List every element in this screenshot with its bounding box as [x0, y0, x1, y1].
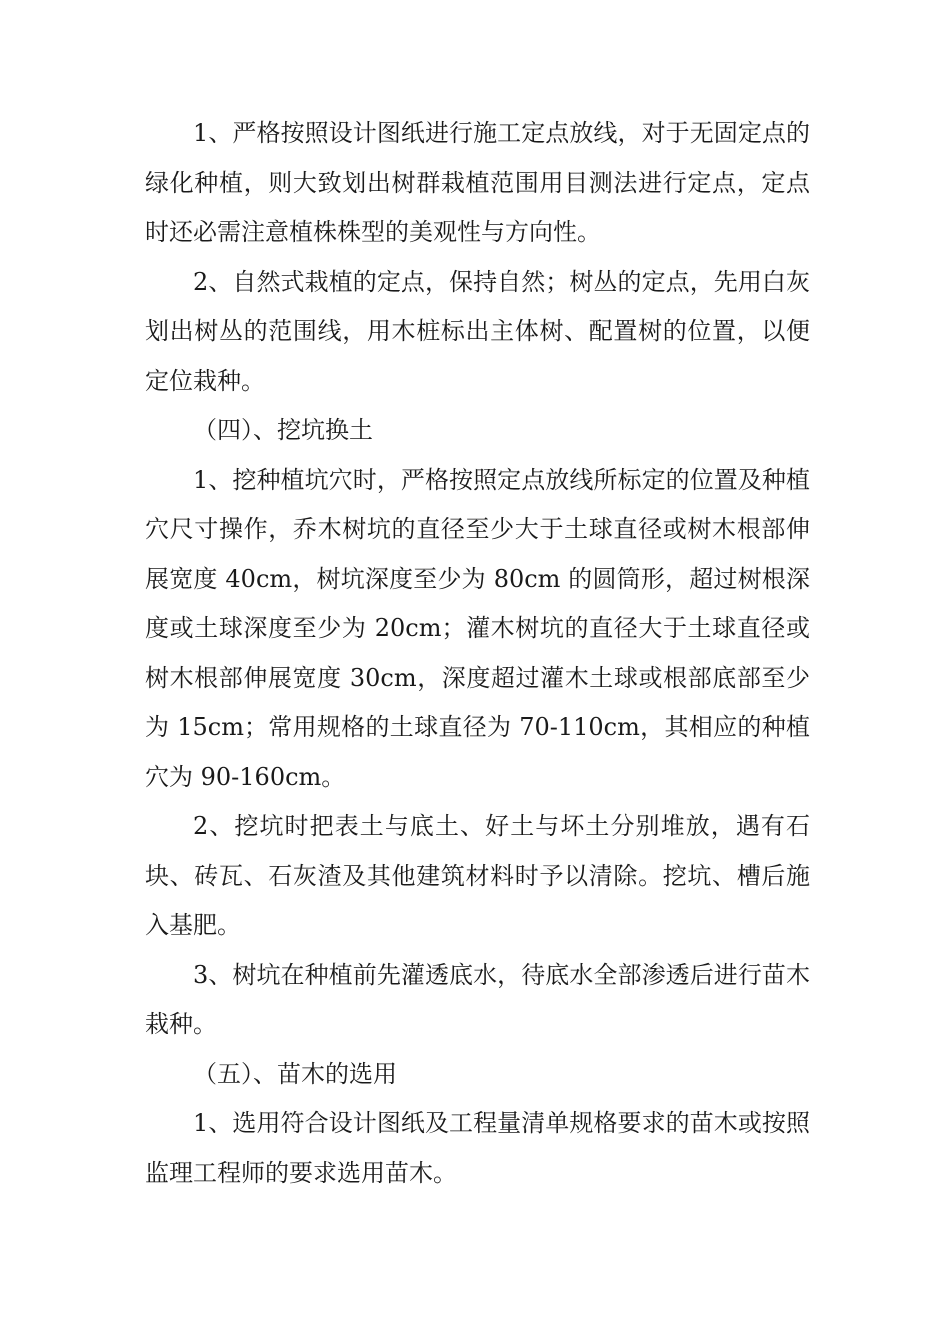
- paragraph-digging-1: 1、挖种植坑穴时，严格按照定点放线所标定的位置及种植穴尺寸操作，乔木树坑的直径至少大于土球直径或树木根部伸展宽度 40cm，树坑深度至少为 80cm 的圆筒形，超过树根深度或土球深度至少为 20cm；灌木树坑的直径大于土球直径或树木根部伸展宽度 30cm，深度超过灌木土球或根部底部至少为 15cm；常用规格的土球直径为 70-110cm，其相应的种植穴为 90-160cm。: [145, 465, 810, 791]
- section-heading-digging: （四）、挖坑换土: [193, 416, 373, 444]
- paragraph-digging-3: 3、树坑在种植前先灌透底水，待底水全部渗透后进行苗木栽种。: [145, 960, 810, 1038]
- paragraph-staking-2: 2、自然式栽植的定点，保持自然；树丛的定点，先用白灰划出树丛的范围线，用木桩标出主体树、配置树的位置，以便定位栽种。: [145, 267, 810, 395]
- document-page: [145, 109, 810, 1198]
- paragraph-seedlings-1: 1、选用符合设计图纸及工程量清单规格要求的苗木或按照监理工程师的要求选用苗木。: [145, 1109, 810, 1187]
- paragraph-staking-1: 1、严格按照设计图纸进行施工定点放线，对于无固定点的绿化种植，则大致划出树群栽植范围用目测法进行定点，定点时还必需注意植株株型的美观性与方向性。: [145, 119, 810, 246]
- paragraph-digging-2: 2、挖坑时把表土与底土、好土与坏土分别堆放，遇有石块、砖瓦、石灰渣及其他建筑材料时予以清除。挖坑、槽后施入基肥。: [145, 812, 810, 939]
- section-heading-seedlings: （五）、苗木的选用: [193, 1059, 397, 1088]
